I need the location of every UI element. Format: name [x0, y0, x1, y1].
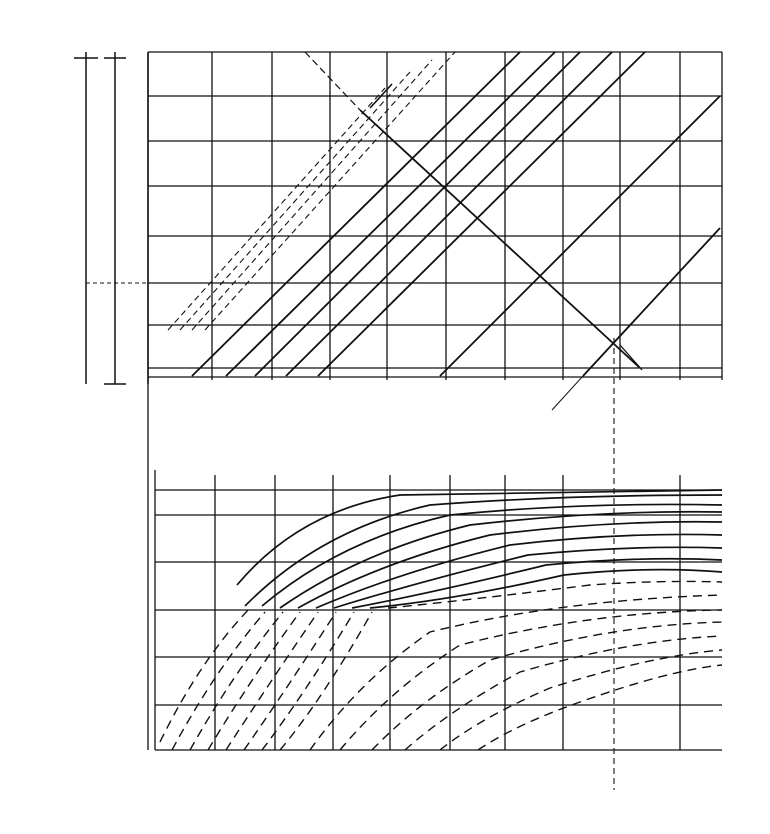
pressure-scales [74, 52, 148, 384]
top-isolines [86, 52, 720, 790]
optimum-activity-line [360, 110, 640, 368]
top-gridlines [148, 52, 722, 380]
isoline-400 [192, 52, 520, 376]
activity-curves-dashed [160, 581, 722, 750]
isoline-600 [192, 60, 432, 330]
isoline-250-ext [552, 376, 583, 410]
top-panel [74, 52, 722, 790]
isoline-250 [583, 228, 720, 376]
isoline-350a [255, 52, 580, 376]
optimum-activity-short [620, 345, 642, 370]
activity-curves-solid [237, 490, 722, 608]
isoline-700 [180, 72, 410, 330]
bottom-panel [148, 380, 722, 750]
optimum-activity-dashed [305, 52, 360, 110]
